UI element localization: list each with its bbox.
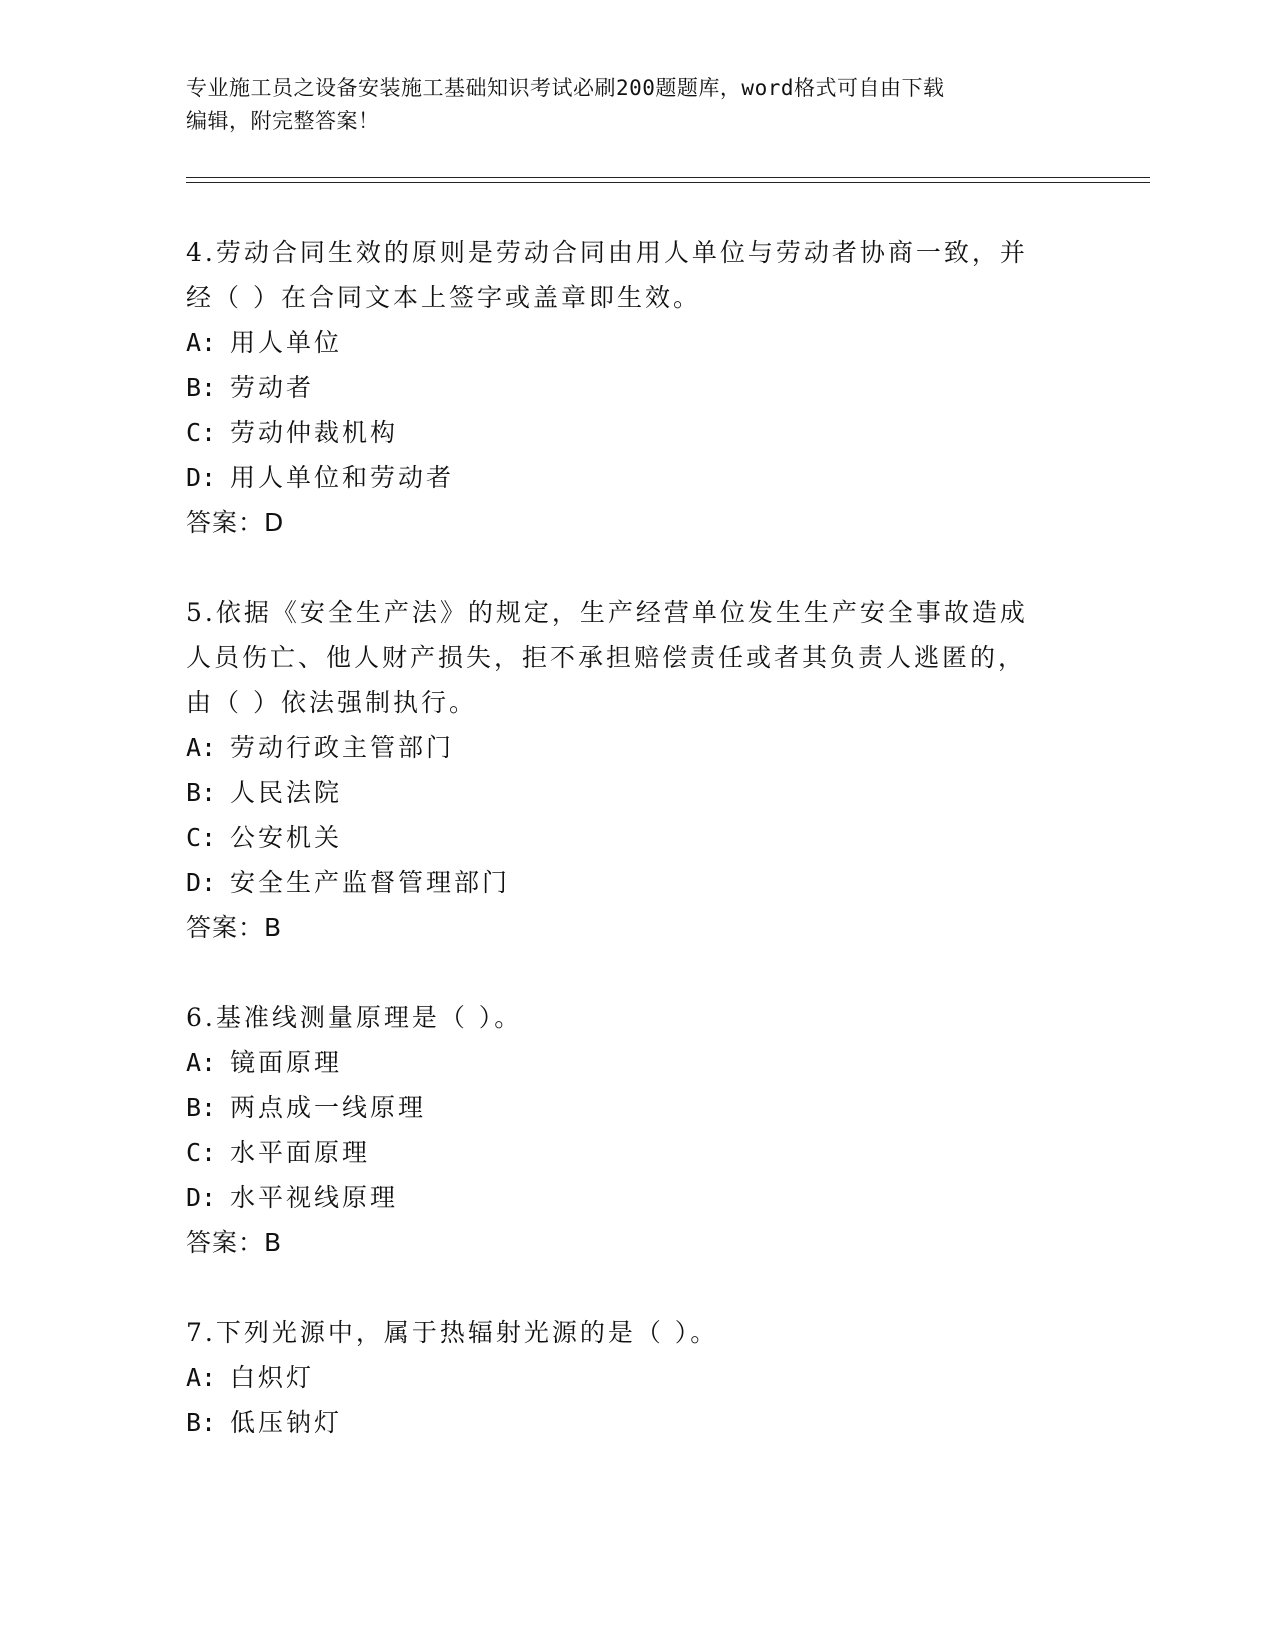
question-text-line: 6.基准线测量原理是（ ）。 — [186, 1003, 523, 1032]
option-a — [186, 1355, 1086, 1400]
header-divider-top — [186, 177, 1150, 178]
option-text: 劳动者 — [230, 373, 315, 402]
option-text: 低压钠灯 — [230, 1408, 343, 1437]
option-d — [186, 455, 1086, 500]
option-letter: C: — [186, 1138, 217, 1167]
question-text-line: 4.劳动合同生效的原则是劳动合同由用人单位与劳动者协商一致，并 — [186, 238, 1028, 267]
option-letter: C: — [186, 418, 217, 447]
option-a — [186, 320, 1086, 365]
option-letter: B: — [186, 1093, 217, 1122]
option-b — [186, 1400, 1086, 1445]
option-letter: A: — [186, 733, 217, 762]
question-text-line: 经（ ）在合同文本上签字或盖章即生效。 — [186, 283, 701, 312]
question-text-line: 7.下列光源中，属于热辐射光源的是（ ）。 — [186, 1318, 719, 1347]
option-d — [186, 1175, 1086, 1220]
answer: 答案：B — [186, 913, 283, 942]
header-divider-bottom — [186, 182, 1150, 183]
header-line-2: 编辑，附完整答案！ — [186, 109, 380, 133]
option-text: 劳动仲裁机构 — [230, 418, 399, 447]
document-header — [186, 72, 1086, 138]
option-letter: D: — [186, 868, 217, 897]
option-text: 公安机关 — [230, 823, 343, 852]
option-d — [186, 860, 1086, 905]
option-text: 劳动行政主管部门 — [230, 733, 455, 762]
option-text: 用人单位和劳动者 — [230, 463, 455, 492]
option-a — [186, 1040, 1086, 1085]
option-text: 两点成一线原理 — [230, 1093, 427, 1122]
question-4 — [186, 230, 1086, 545]
option-letter: B: — [186, 1408, 217, 1437]
option-letter: D: — [186, 1183, 217, 1212]
option-c — [186, 1130, 1086, 1175]
option-text: 水平视线原理 — [230, 1183, 399, 1212]
option-letter: B: — [186, 373, 217, 402]
option-letter: C: — [186, 823, 217, 852]
question-6 — [186, 995, 1086, 1265]
option-letter: B: — [186, 778, 217, 807]
option-b — [186, 365, 1086, 410]
option-letter: A: — [186, 1363, 217, 1392]
option-text: 水平面原理 — [230, 1138, 371, 1167]
option-text: 用人单位 — [230, 328, 343, 357]
answer: 答案：B — [186, 1228, 283, 1257]
option-b — [186, 770, 1086, 815]
question-text-line: 5.依据《安全生产法》的规定，生产经营单位发生生产安全事故造成 — [186, 598, 1028, 627]
option-c — [186, 815, 1086, 860]
option-a — [186, 725, 1086, 770]
option-text: 安全生产监督管理部门 — [230, 868, 511, 897]
option-c — [186, 410, 1086, 455]
option-text: 人民法院 — [230, 778, 343, 807]
header-line-1: 专业施工员之设备安装施工基础知识考试必刷200题题库，word格式可自由下载 — [186, 76, 945, 100]
option-letter: A: — [186, 328, 217, 357]
option-b — [186, 1085, 1086, 1130]
question-7 — [186, 1310, 1086, 1445]
question-text-line: 由（ ）依法强制执行。 — [186, 688, 477, 717]
option-text: 镜面原理 — [230, 1048, 343, 1077]
option-letter: A: — [186, 1048, 217, 1077]
question-5 — [186, 590, 1086, 950]
option-letter: D: — [186, 463, 217, 492]
option-text: 白炽灯 — [230, 1363, 315, 1392]
answer: 答案：D — [186, 508, 285, 537]
question-text-line: 人员伤亡、他人财产损失，拒不承担赔偿责任或者其负责人逃匿的， — [186, 643, 1027, 672]
